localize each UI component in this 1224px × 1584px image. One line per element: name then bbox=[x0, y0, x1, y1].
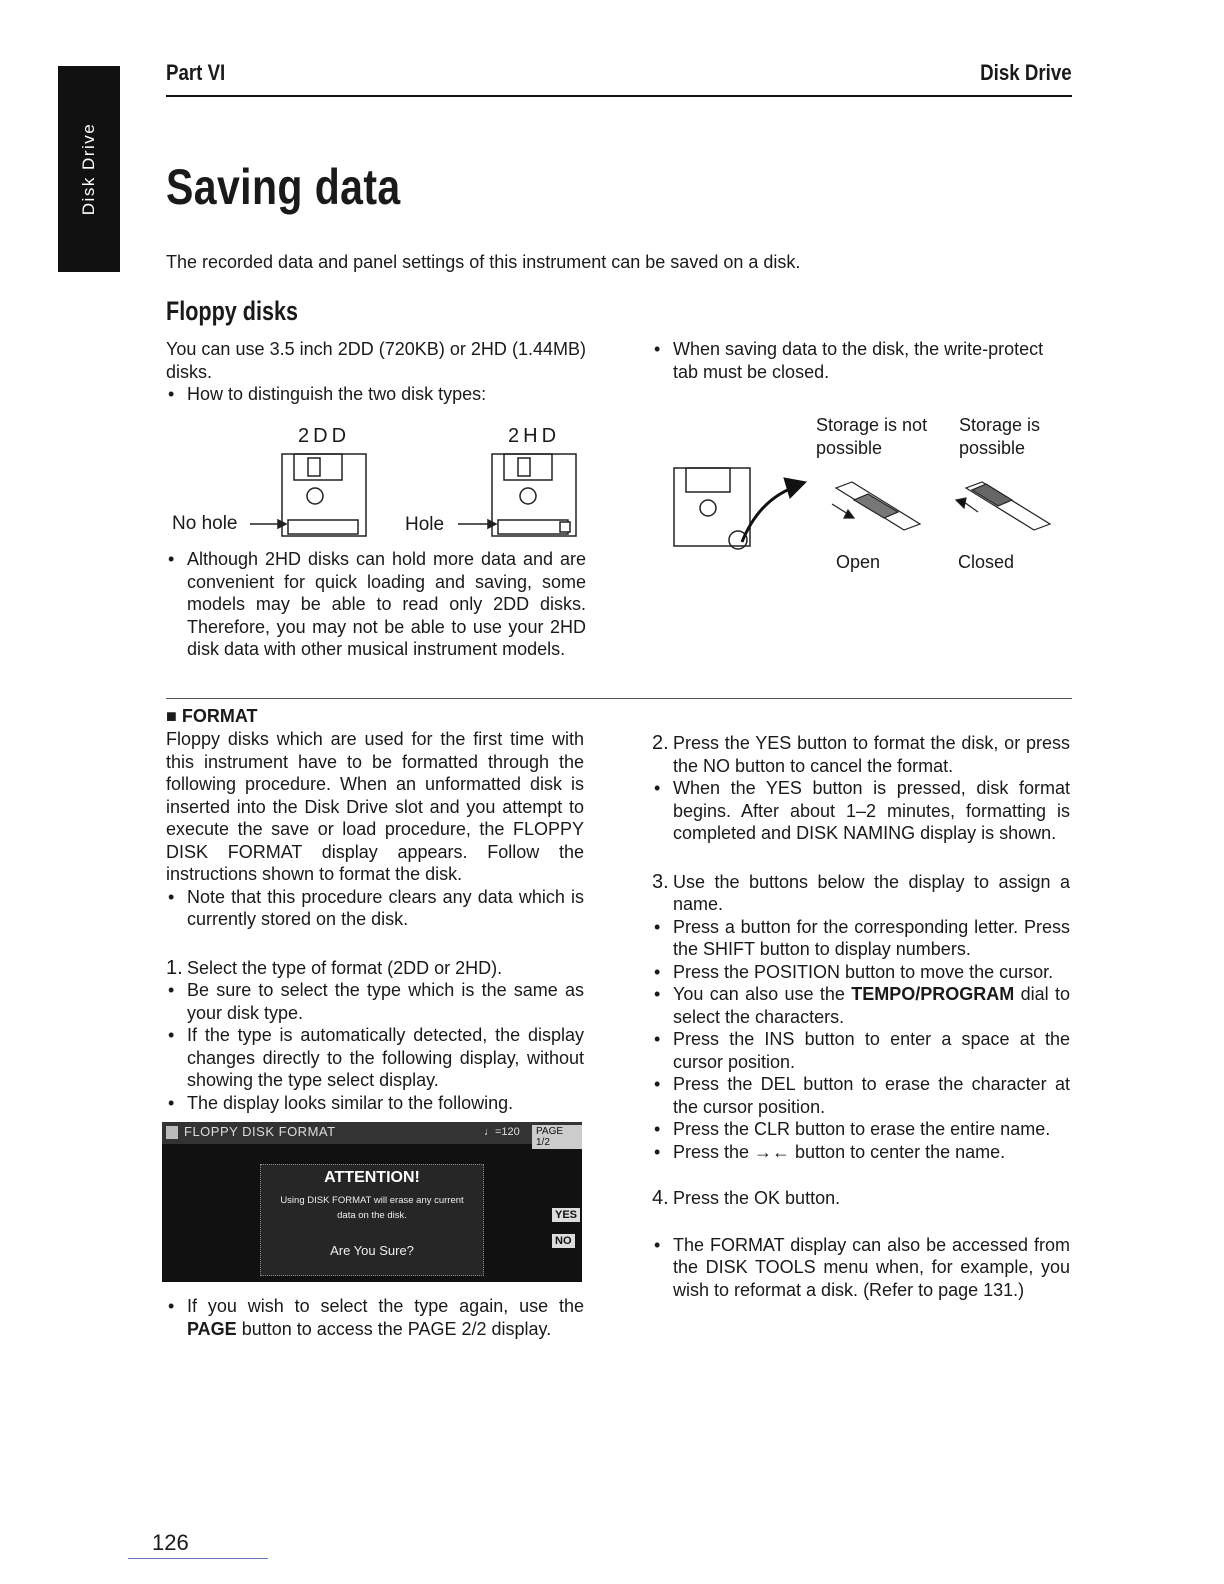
disk-2hd-icon bbox=[492, 454, 576, 536]
floppy-bullet-distinguish: • How to distinguish the two disk types: bbox=[166, 383, 586, 406]
lcd-no-button[interactable]: NO bbox=[552, 1234, 575, 1248]
step-3-bullet-6: • Press the CLR button to erase the entire name. bbox=[652, 1118, 1070, 1141]
floppy-heading: Floppy disks bbox=[166, 296, 299, 326]
disk-tools-note: • The FORMAT display can also be accessed from the DISK TOOLS menu when, for example, you wish to reformat a disk. (Refer to page 131.) bbox=[652, 1234, 1070, 1302]
lcd-page: PAGE 1/2 bbox=[532, 1125, 582, 1149]
no-hole-label: No hole bbox=[172, 513, 238, 534]
lcd-title: FLOPPY DISK FORMAT bbox=[184, 1124, 336, 1139]
write-protect-diagram bbox=[672, 462, 1062, 552]
disk-icon bbox=[166, 1126, 178, 1139]
step-1-bullet-3: • The display looks similar to the following. bbox=[166, 1092, 584, 1115]
write-protect-note: • When saving data to the disk, the write-protect tab must be closed. bbox=[652, 338, 1072, 383]
step-1-bullet-1: • Be sure to select the type which is the same as your disk type. bbox=[166, 979, 584, 1024]
storage-possible: Storage is possible bbox=[959, 415, 1041, 458]
step-3-bullet-3: • You can also use the TEMPO/PROGRAM dial to select the characters. bbox=[652, 983, 1070, 1028]
step-3-bullet-2: • Press the POSITION button to move the cursor. bbox=[652, 961, 1070, 984]
format-heading: ■ FORMAT bbox=[166, 706, 258, 726]
label-2hd: 2HD bbox=[508, 425, 561, 447]
lcd-are-you-sure: Are You Sure? bbox=[330, 1243, 414, 1258]
curved-arrow-icon bbox=[742, 478, 806, 542]
lcd-title-bar bbox=[162, 1122, 582, 1148]
step-1: 1. Select the type of format (2DD or 2HD). bbox=[166, 956, 503, 979]
header-part: Part VI bbox=[166, 60, 226, 85]
lcd-yes-button[interactable]: YES bbox=[552, 1208, 580, 1222]
page-number-rule bbox=[128, 1558, 268, 1559]
format-clear-note: • Note that this procedure clears any data which is currently stored on the disk. bbox=[166, 886, 584, 931]
lcd-dialog bbox=[260, 1164, 484, 1276]
step-3-bullet-4: • Press the INS button to enter a space at the cursor position. bbox=[652, 1028, 1070, 1073]
step-1-bullet-2: • If the type is automatically detected, the display changes directly to the following display, without showing the type select display. bbox=[166, 1024, 584, 1092]
side-tab bbox=[58, 66, 120, 272]
step-4: 4. Press the OK button. bbox=[652, 1187, 841, 1209]
step-2-bullet-1: • When the YES button is pressed, disk format begins. After about 1–2 minutes, formatting is completed and DISK NAMING display is shown. bbox=[652, 777, 1070, 845]
floppy-left-col bbox=[166, 338, 586, 406]
open-label: Open bbox=[836, 552, 881, 572]
arrow-icon bbox=[250, 520, 496, 528]
lcd-tempo: ♩=120 bbox=[484, 1126, 520, 1138]
page-number: 126 bbox=[152, 1530, 189, 1555]
storage-not-possible: Storage is not possible bbox=[816, 415, 928, 458]
disk-back-icon bbox=[674, 468, 750, 549]
label-2dd: 2DD bbox=[298, 425, 351, 447]
step-3-bullet-5: • Press the DEL button to erase the character at the cursor position. bbox=[652, 1073, 1070, 1118]
closed-label: Closed bbox=[958, 552, 1015, 572]
page-button-note: • If you wish to select the type again, use the PAGE button to access the PAGE 2/2 display. bbox=[166, 1295, 584, 1340]
side-tab-label: Disk Drive bbox=[79, 122, 98, 216]
lcd-attention: ATTENTION! bbox=[324, 1169, 420, 1186]
format-right-col bbox=[652, 732, 1070, 1301]
tab-closed-icon bbox=[956, 482, 1050, 530]
floppy-left-col-2 bbox=[166, 548, 586, 661]
format-left-col bbox=[166, 728, 584, 1114]
lcd-message: Using DISK FORMAT will erase any current data on the disk. bbox=[280, 1195, 464, 1221]
hole-label: Hole bbox=[405, 514, 445, 535]
square-bullet-icon: ■ bbox=[166, 706, 182, 726]
format-left-col-2 bbox=[166, 1295, 584, 1340]
page-title: Saving data bbox=[166, 159, 401, 215]
header-rule bbox=[166, 95, 1072, 97]
tab-open-icon bbox=[832, 482, 920, 530]
step-3-bullet-7: • Press the →← button to center the name. bbox=[652, 1141, 1070, 1164]
floppy-intro: You can use 3.5 inch 2DD (720KB) or 2HD (1.44MB) disks. bbox=[166, 339, 586, 382]
floppy-bullet-2hd-note: • Although 2HD disks can hold more data and are convenient for quick loading and saving, some models may be able to read only 2DD disks. Therefore, you may not be able to use your 2HD disk data with other musical instrument models. bbox=[166, 548, 586, 661]
step-3-bullet-1: • Press a button for the corresponding letter. Press the SHIFT button to display numbers. bbox=[652, 916, 1070, 961]
lcd-display bbox=[162, 1122, 582, 1282]
step-2: 2. Press the YES button to format the disk, or press the NO button to cancel the format. bbox=[652, 732, 1070, 776]
disk-2dd-icon bbox=[282, 454, 366, 536]
section-divider bbox=[166, 698, 1072, 699]
header-chapter: Disk Drive bbox=[980, 60, 1072, 85]
step-3: 3. Use the buttons below the display to assign a name. bbox=[652, 870, 1070, 914]
intro-text: The recorded data and panel settings of this instrument can be saved on a disk. bbox=[166, 252, 801, 272]
format-intro: Floppy disks which are used for the first time with this instrument have to be formatted through the following procedure. When an unformatted disk is inserted into the Disk Drive slot and you attempt to execute the save or load procedure, the FLOPPY DISK FORMAT display appears. Follow the instructions shown to format the disk. bbox=[166, 729, 584, 884]
floppy-right-col bbox=[652, 338, 1072, 383]
